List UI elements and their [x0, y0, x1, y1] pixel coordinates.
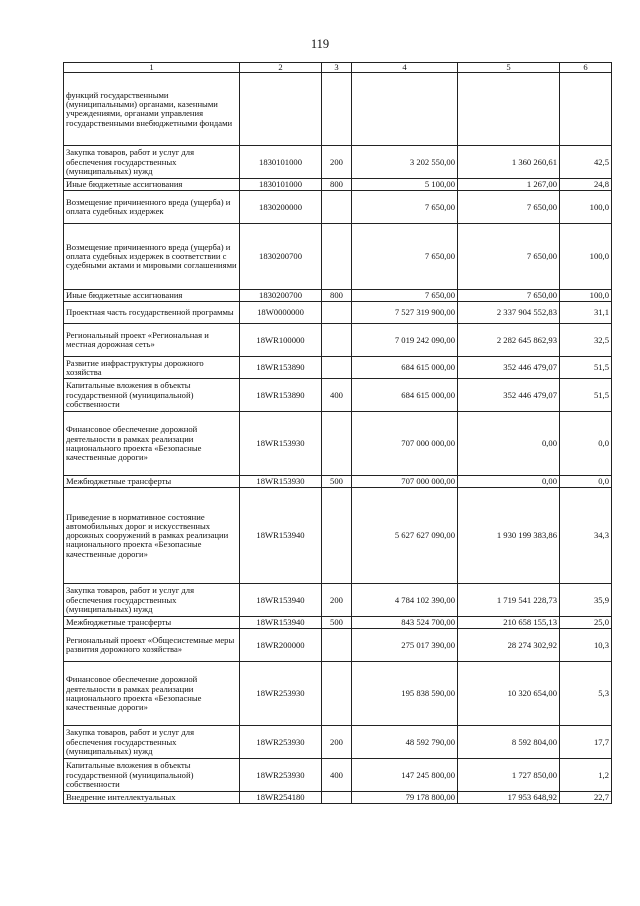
row-code-cell: 18WR153930 — [240, 412, 322, 476]
row-expense-type-cell — [322, 324, 352, 357]
row-fact-cell: 1 360 260,61 — [458, 146, 560, 179]
table-row — [64, 191, 612, 224]
column-header: 2 — [240, 63, 322, 73]
table-row — [64, 662, 612, 726]
row-code-cell: 18WR153930 — [240, 476, 322, 488]
row-plan-cell: 7 650,00 — [352, 224, 458, 290]
table-row — [64, 146, 612, 179]
row-expense-type-cell: 800 — [322, 179, 352, 191]
row-code-cell: 18WR253930 — [240, 662, 322, 726]
row-name-cell: Иные бюджетные ассигнования — [64, 179, 240, 191]
row-plan-cell: 275 017 390,00 — [352, 629, 458, 662]
row-code-cell: 18WR100000 — [240, 324, 322, 357]
row-percent-cell: 42,5 — [560, 146, 612, 179]
row-fact-cell: 210 658 155,13 — [458, 617, 560, 629]
table-row — [64, 73, 612, 146]
column-header: 6 — [560, 63, 612, 73]
row-plan-cell — [352, 73, 458, 146]
row-plan-cell: 7 650,00 — [352, 290, 458, 302]
row-expense-type-cell — [322, 412, 352, 476]
row-expense-type-cell — [322, 224, 352, 290]
table-row — [64, 792, 612, 804]
row-plan-cell: 48 592 790,00 — [352, 726, 458, 759]
row-expense-type-cell — [322, 488, 352, 584]
row-plan-cell: 147 245 800,00 — [352, 759, 458, 792]
row-fact-cell: 1 719 541 228,73 — [458, 584, 560, 617]
column-header: 1 — [64, 63, 240, 73]
budget-table — [63, 62, 612, 804]
row-code-cell: 18WR200000 — [240, 629, 322, 662]
row-code-cell: 18WR153940 — [240, 617, 322, 629]
row-name-cell: Межбюджетные трансферты — [64, 476, 240, 488]
row-code-cell: 1830200700 — [240, 290, 322, 302]
row-expense-type-cell — [322, 792, 352, 804]
row-percent-cell: 51,5 — [560, 379, 612, 412]
row-plan-cell: 7 527 319 900,00 — [352, 302, 458, 324]
row-percent-cell: 0,0 — [560, 476, 612, 488]
row-code-cell: 18WR153940 — [240, 584, 322, 617]
row-expense-type-cell — [322, 302, 352, 324]
column-header: 3 — [322, 63, 352, 73]
row-percent-cell: 100,0 — [560, 290, 612, 302]
row-name-cell: Закупка товаров, работ и услуг для обеспечения государственных (муниципальных) нужд — [64, 584, 240, 617]
table-row — [64, 584, 612, 617]
row-fact-cell — [458, 73, 560, 146]
row-name-cell: Возмещение причиненного вреда (ущерба) и оплата судебных издержек — [64, 191, 240, 224]
row-fact-cell: 1 267,00 — [458, 179, 560, 191]
row-plan-cell: 843 524 700,00 — [352, 617, 458, 629]
row-name-cell: Капитальные вложения в объекты государственной (муниципальной) собственности — [64, 379, 240, 412]
row-percent-cell — [560, 73, 612, 146]
row-name-cell: Приведение в нормативное состояние автомобильных дорог и искусственных дорожных сооружений в рамках реализации национального проекта «Безопасные качественные дороги» — [64, 488, 240, 584]
row-percent-cell: 32,5 — [560, 324, 612, 357]
row-name-cell: функций государственными (муниципальными) органами, казенными учреждениями, органами управления государственными внебюджетными фондами — [64, 73, 240, 146]
row-name-cell: Возмещение причиненного вреда (ущерба) и оплата судебных издержек в соответствии с судебными актами и мировыми соглашениями — [64, 224, 240, 290]
row-percent-cell: 10,3 — [560, 629, 612, 662]
row-code-cell: 18WR253930 — [240, 726, 322, 759]
table-body — [64, 73, 612, 804]
row-expense-type-cell — [322, 73, 352, 146]
row-name-cell: Закупка товаров, работ и услуг для обеспечения государственных (муниципальных) нужд — [64, 726, 240, 759]
table-row — [64, 759, 612, 792]
table-row — [64, 302, 612, 324]
row-plan-cell: 684 615 000,00 — [352, 357, 458, 379]
row-code-cell — [240, 73, 322, 146]
row-code-cell: 18WR153890 — [240, 379, 322, 412]
row-fact-cell: 28 274 302,92 — [458, 629, 560, 662]
row-code-cell: 1830101000 — [240, 146, 322, 179]
row-code-cell: 18WR153890 — [240, 357, 322, 379]
table-row — [64, 488, 612, 584]
row-name-cell: Развитие инфраструктуры дорожного хозяйства — [64, 357, 240, 379]
row-percent-cell: 0,0 — [560, 412, 612, 476]
row-name-cell: Проектная часть государственной программы — [64, 302, 240, 324]
row-expense-type-cell — [322, 662, 352, 726]
row-code-cell: 18W0000000 — [240, 302, 322, 324]
row-name-cell: Региональный проект «Региональная и местная дорожная сеть» — [64, 324, 240, 357]
row-name-cell: Региональный проект «Общесистемные меры развития дорожного хозяйства» — [64, 629, 240, 662]
column-header: 4 — [352, 63, 458, 73]
row-percent-cell: 17,7 — [560, 726, 612, 759]
row-percent-cell: 24,8 — [560, 179, 612, 191]
row-expense-type-cell: 400 — [322, 379, 352, 412]
table-row — [64, 726, 612, 759]
row-fact-cell: 1 727 850,00 — [458, 759, 560, 792]
row-plan-cell: 79 178 800,00 — [352, 792, 458, 804]
row-code-cell: 18WR153940 — [240, 488, 322, 584]
row-fact-cell: 352 446 479,07 — [458, 379, 560, 412]
table-row — [64, 324, 612, 357]
row-name-cell: Финансовое обеспечение дорожной деятельности в рамках реализации национального проекта «Безопасные качественные дороги» — [64, 662, 240, 726]
table-row — [64, 476, 612, 488]
row-code-cell: 18WR254180 — [240, 792, 322, 804]
table-row — [64, 379, 612, 412]
row-expense-type-cell: 500 — [322, 476, 352, 488]
row-expense-type-cell — [322, 357, 352, 379]
row-expense-type-cell: 200 — [322, 146, 352, 179]
row-expense-type-cell: 500 — [322, 617, 352, 629]
row-fact-cell: 0,00 — [458, 412, 560, 476]
row-percent-cell: 100,0 — [560, 191, 612, 224]
row-fact-cell: 0,00 — [458, 476, 560, 488]
row-fact-cell: 10 320 654,00 — [458, 662, 560, 726]
header-row — [64, 63, 612, 73]
column-header: 5 — [458, 63, 560, 73]
table-row — [64, 224, 612, 290]
row-name-cell: Финансовое обеспечение дорожной деятельности в рамках реализации национального проекта «Безопасные качественные дороги» — [64, 412, 240, 476]
row-percent-cell: 25,0 — [560, 617, 612, 629]
row-fact-cell: 7 650,00 — [458, 224, 560, 290]
row-code-cell: 18WR253930 — [240, 759, 322, 792]
table-row — [64, 290, 612, 302]
row-name-cell: Межбюджетные трансферты — [64, 617, 240, 629]
row-name-cell: Иные бюджетные ассигнования — [64, 290, 240, 302]
row-name-cell: Внедрение интеллектуальных — [64, 792, 240, 804]
row-fact-cell: 8 592 804,00 — [458, 726, 560, 759]
row-plan-cell: 7 650,00 — [352, 191, 458, 224]
page-number: 119 — [310, 37, 330, 51]
table-row — [64, 629, 612, 662]
row-code-cell: 1830101000 — [240, 179, 322, 191]
row-plan-cell: 707 000 000,00 — [352, 412, 458, 476]
table-row — [64, 179, 612, 191]
row-fact-cell: 7 650,00 — [458, 290, 560, 302]
row-code-cell: 1830200700 — [240, 224, 322, 290]
table-row — [64, 617, 612, 629]
row-expense-type-cell — [322, 629, 352, 662]
row-fact-cell: 7 650,00 — [458, 191, 560, 224]
row-code-cell: 1830200000 — [240, 191, 322, 224]
row-plan-cell: 684 615 000,00 — [352, 379, 458, 412]
row-expense-type-cell: 400 — [322, 759, 352, 792]
row-plan-cell: 5 100,00 — [352, 179, 458, 191]
row-name-cell: Капитальные вложения в объекты государственной (муниципальной) собственности — [64, 759, 240, 792]
row-plan-cell: 5 627 627 090,00 — [352, 488, 458, 584]
row-expense-type-cell: 800 — [322, 290, 352, 302]
row-fact-cell: 2 337 904 552,83 — [458, 302, 560, 324]
row-plan-cell: 707 000 000,00 — [352, 476, 458, 488]
row-percent-cell: 51,5 — [560, 357, 612, 379]
row-expense-type-cell — [322, 191, 352, 224]
row-percent-cell: 34,3 — [560, 488, 612, 584]
row-plan-cell: 7 019 242 090,00 — [352, 324, 458, 357]
row-percent-cell: 1,2 — [560, 759, 612, 792]
row-fact-cell: 17 953 648,92 — [458, 792, 560, 804]
table-row — [64, 412, 612, 476]
row-percent-cell: 35,9 — [560, 584, 612, 617]
row-expense-type-cell: 200 — [322, 726, 352, 759]
row-percent-cell: 22,7 — [560, 792, 612, 804]
row-percent-cell: 100,0 — [560, 224, 612, 290]
row-name-cell: Закупка товаров, работ и услуг для обеспечения государственных (муниципальных) нужд — [64, 146, 240, 179]
row-expense-type-cell: 200 — [322, 584, 352, 617]
row-plan-cell: 4 784 102 390,00 — [352, 584, 458, 617]
row-percent-cell: 5,3 — [560, 662, 612, 726]
row-plan-cell: 195 838 590,00 — [352, 662, 458, 726]
row-fact-cell: 2 282 645 862,93 — [458, 324, 560, 357]
row-plan-cell: 3 202 550,00 — [352, 146, 458, 179]
table-row — [64, 357, 612, 379]
row-fact-cell: 352 446 479,07 — [458, 357, 560, 379]
row-fact-cell: 1 930 199 383,86 — [458, 488, 560, 584]
row-percent-cell: 31,1 — [560, 302, 612, 324]
